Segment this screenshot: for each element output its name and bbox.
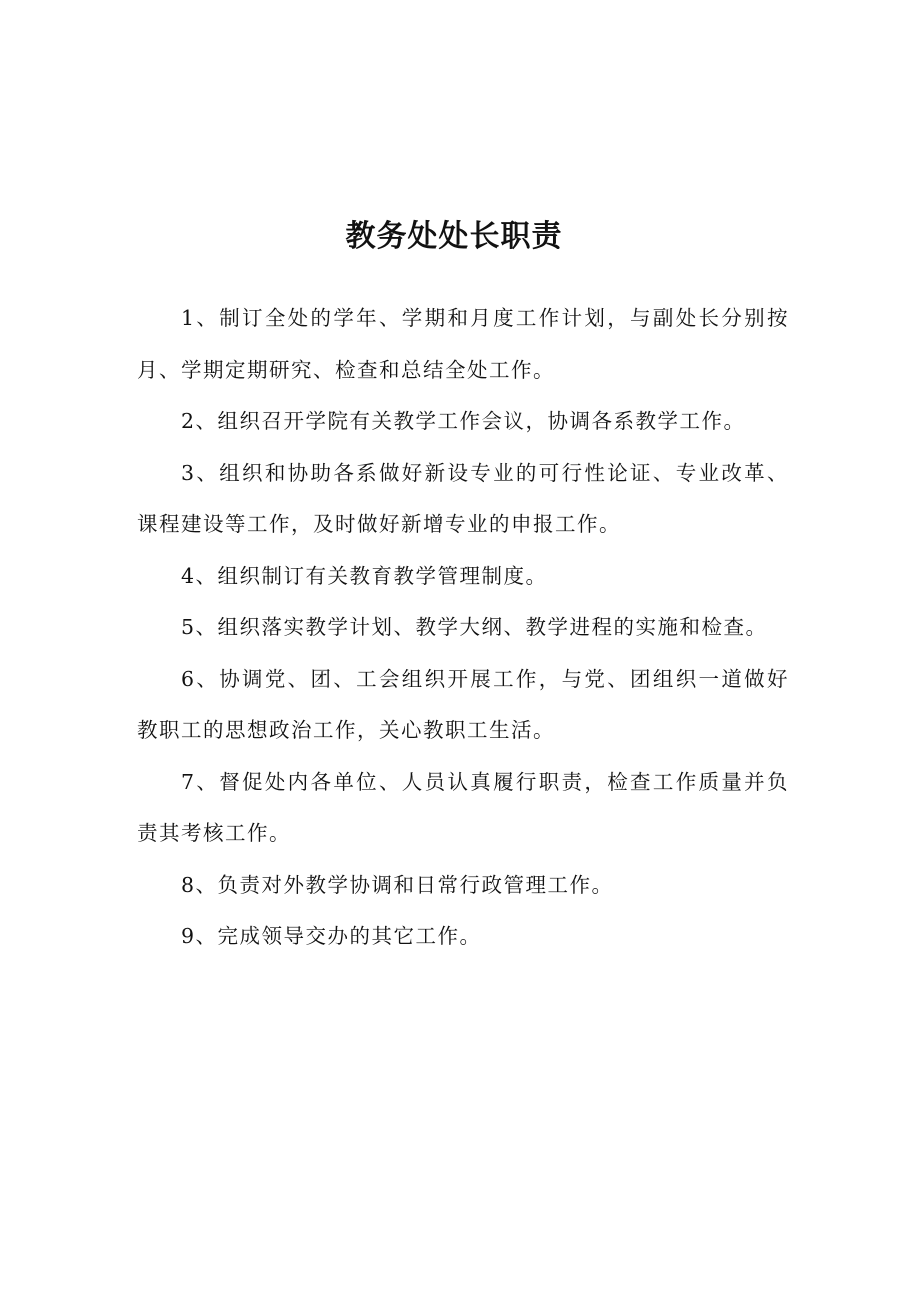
duty-item-4: 4、组织制订有关教育教学管理制度。 — [181, 563, 548, 588]
duty-item-3: 3、组织和协助各系做好新设专业的可行性论证、专业改革、课程建设等工作，及时做好新增专业的申报工作。 — [137, 460, 789, 536]
duty-item-1: 1、制订全处的学年、学期和月度工作计划，与副处长分别按月、学期定期研究、检查和总结全处工作。 — [137, 306, 789, 382]
duty-item-6: 6、协调党、团、工会组织开展工作，与党、团组织一道做好教职工的思想政治工作，关心教职工生活。 — [137, 666, 789, 742]
duty-item-5: 5、组织落实教学计划、教学大纲、教学进程的实施和检查。 — [181, 615, 768, 639]
document-title: 教务处处长职责 — [345, 219, 563, 254]
duty-item-7: 7、督促处内各单位、人员认真履行职责，检查工作质量并负责其考核工作。 — [137, 769, 789, 845]
duty-item-8: 8、负责对外教学协调和日常行政管理工作。 — [181, 872, 614, 897]
duty-item-2: 2、组织召开学院有关教学工作会议，协调各系教学工作。 — [181, 409, 746, 433]
duty-item-9: 9、完成领导交办的其它工作。 — [181, 924, 482, 948]
duty-list — [137, 293, 789, 963]
